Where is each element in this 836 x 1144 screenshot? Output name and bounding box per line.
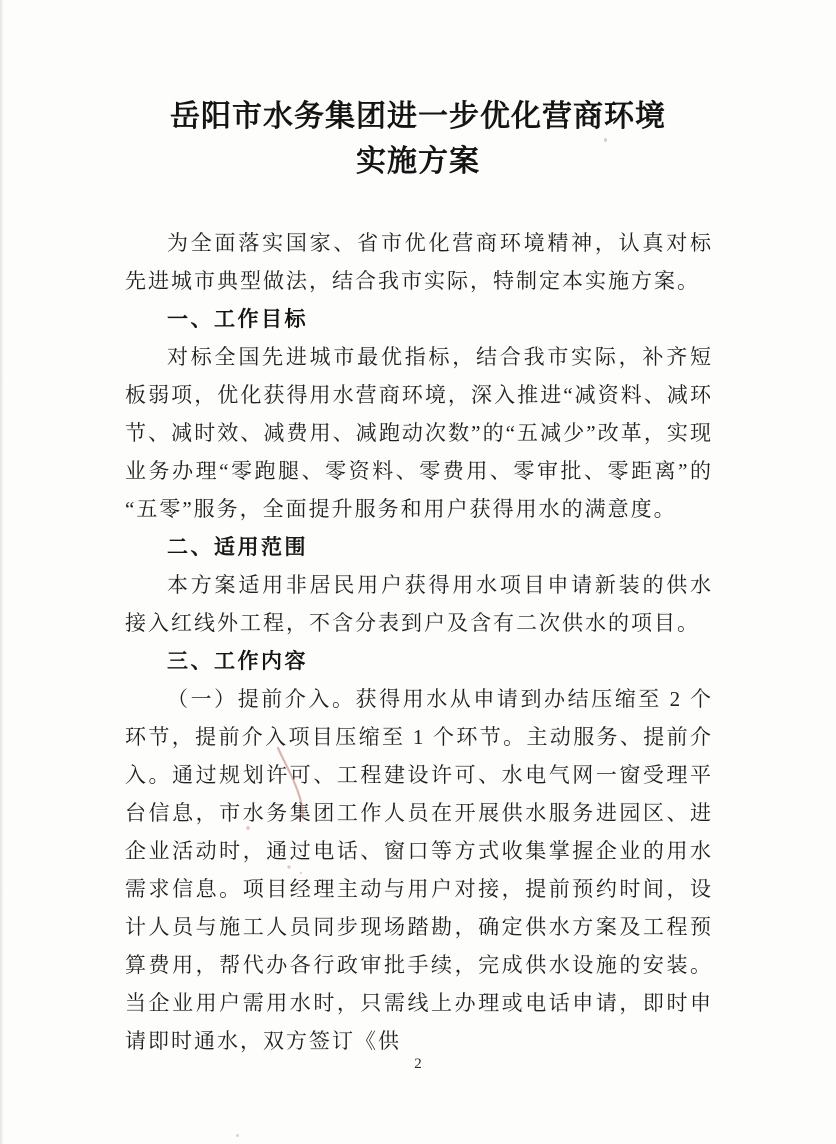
document-body <box>125 224 713 1060</box>
intro-paragraph: 为全面落实国家、省市优化营商环境精神，认真对标先进城市典型做法，结合我市实际，特制定本实施方案。 <box>125 231 713 293</box>
section-body-work-content: （一）提前介入。获得用水从申请到办结压缩至 2 个环节，提前介入项目压缩至 1 个环节。主动服务、提前介入。通过规划许可、工程建设许可、水电气网一窗受理平台信息，市水务集团工作人员在开展供水服务进园区、进企业活动时，通过电话、窗口等方式收集掌握企业的用水需求信息。项目经理主动与用户对接，提前预约时间，设计人员与施工人员同步现场踏勘，确定供水方案及工程预算费用，帮代办各行政审批手续，完成供水设施的安装。当企业用户需用水时，只需线上办理或电话申请，即时申请即时通水，双方签订《供 <box>125 687 713 1053</box>
document-title-line-1: 岳阳市水务集团进一步优化营商环境 <box>170 100 666 133</box>
section-heading-scope: 二、适用范围 <box>167 535 308 559</box>
section-body-scope: 本方案适用非居民用户获得用水项目申请新装的供水接入红线外工程，不含分表到户及含有二次供水的项目。 <box>125 573 713 635</box>
document-title-line-2: 实施方案 <box>356 145 480 178</box>
section-heading-work-goals: 一、工作目标 <box>167 307 308 331</box>
section-heading-work-content: 三、工作内容 <box>167 649 308 673</box>
scan-dust-speck <box>236 1134 239 1137</box>
section-body-work-goals: 对标全国先进城市最优指标，结合我市实际，补齐短板弱项，优化获得用水营商环境，深入推进“减资料、减环节、减时效、减费用、减跑动次数”的“五减少”改革，实现业务办理“零跑腿、零资料、零费用、零审批、零距离”的“五零”服务，全面提升服务和用户获得用水的满意度。 <box>125 345 713 521</box>
document-title <box>0 94 836 184</box>
page-number: 2 <box>414 1056 422 1072</box>
